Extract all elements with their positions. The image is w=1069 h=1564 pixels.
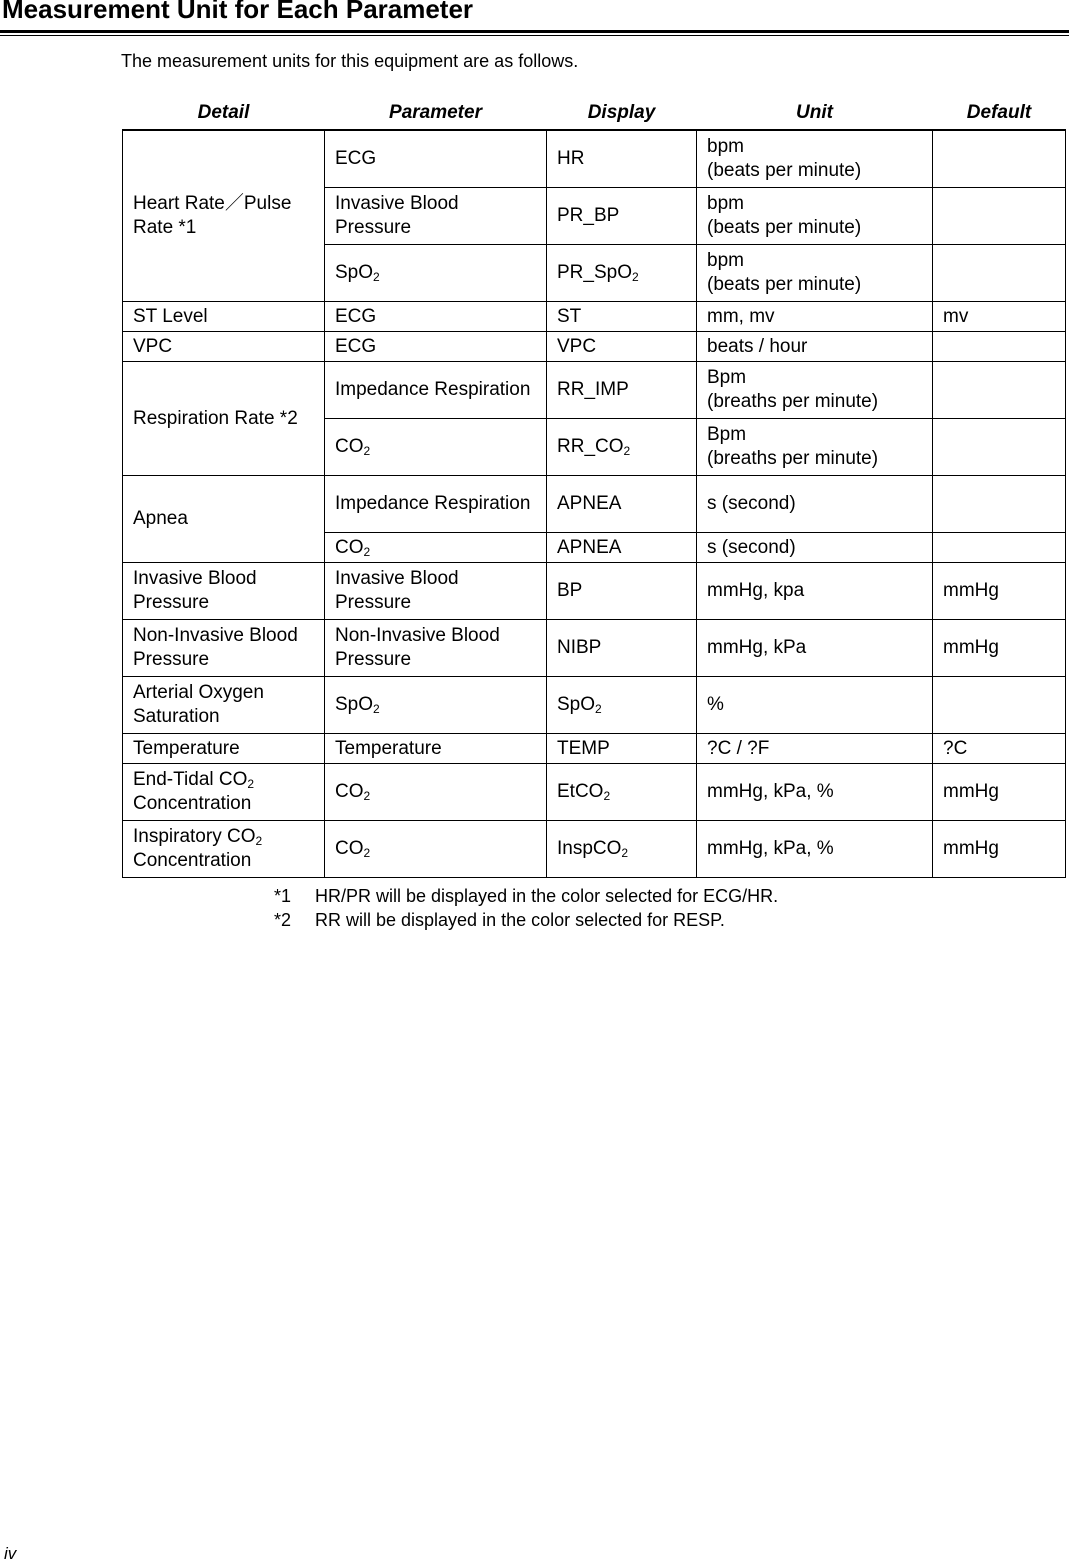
parameter-text: SpO xyxy=(335,694,374,715)
table-row xyxy=(123,677,1066,734)
parameter-cell: Impedance Respiration xyxy=(325,362,547,419)
default-cell xyxy=(933,188,1066,245)
unit-cell: s (second) xyxy=(697,476,933,533)
footnotes xyxy=(274,884,778,932)
parameter-text: SpO xyxy=(335,262,374,283)
display-cell: PR_BP xyxy=(547,188,697,245)
display-cell: APNEA xyxy=(547,533,697,563)
detail-cell: Respiration Rate *2 xyxy=(123,362,325,476)
unit-cell: mmHg, kPa xyxy=(697,620,933,677)
footnote-text: HR/PR will be displayed in the color selected for ECG/HR. xyxy=(315,886,779,906)
footnote-mark: *2 xyxy=(274,910,292,930)
units-table xyxy=(122,97,1066,878)
detail-cell: Arterial Oxygen Saturation xyxy=(123,677,325,734)
parameter-subscript: 2 xyxy=(373,702,380,716)
unit-cell: mmHg, kPa, % xyxy=(697,764,933,821)
display-cell: BP xyxy=(547,563,697,620)
parameter-cell: Invasive Blood Pressure xyxy=(325,563,547,620)
display-subscript: 2 xyxy=(631,270,639,284)
detail-subscript: 2 xyxy=(247,777,255,791)
table-row xyxy=(123,332,1066,362)
default-cell xyxy=(933,476,1066,533)
default-cell xyxy=(933,362,1066,419)
display-cell xyxy=(547,419,697,476)
unit-text: bpm xyxy=(707,193,744,214)
unit-text: bpm xyxy=(707,136,744,157)
default-cell xyxy=(933,533,1066,563)
intro-text: The measurement units for this equipment are as follows. xyxy=(121,51,579,71)
unit-text: Bpm xyxy=(707,367,747,388)
display-cell: APNEA xyxy=(547,476,697,533)
display-text: InspCO xyxy=(557,838,622,859)
table-row xyxy=(123,302,1066,332)
parameter-text: CO xyxy=(335,436,364,457)
default-cell: mmHg xyxy=(933,620,1066,677)
detail-cell: Non-Invasive Blood Pressure xyxy=(123,620,325,677)
display-cell xyxy=(547,764,697,821)
detail-cell: Apnea xyxy=(123,476,325,563)
unit-cell: % xyxy=(697,677,933,734)
title-rule-thin xyxy=(0,35,1069,36)
parameter-text: CO xyxy=(335,536,364,558)
unit-cell: s (second) xyxy=(697,533,933,563)
table-row xyxy=(123,620,1066,677)
parameter-cell xyxy=(325,245,547,302)
title-rule xyxy=(0,30,1069,33)
unit-cell xyxy=(697,188,933,245)
display-cell: VPC xyxy=(547,332,697,362)
unit-cell: mmHg, kPa, % xyxy=(697,821,933,878)
parameter-cell xyxy=(325,764,547,821)
parameter-cell: Temperature xyxy=(325,734,547,764)
detail-cell xyxy=(123,764,325,821)
default-cell: mmHg xyxy=(933,563,1066,620)
display-text: SpO xyxy=(557,694,596,715)
detail-text-rest: Concentration xyxy=(133,793,252,814)
display-cell: HR xyxy=(547,130,697,188)
parameter-cell xyxy=(325,677,547,734)
table-row xyxy=(123,821,1066,878)
parameter-subscript: 2 xyxy=(363,846,371,860)
parameter-cell: ECG xyxy=(325,332,547,362)
display-text: RR_CO xyxy=(557,436,624,457)
default-cell: mmHg xyxy=(933,821,1066,878)
page-title: Measurement Unit for Each Parameter xyxy=(2,0,474,24)
display-text: EtCO xyxy=(557,781,604,802)
default-cell xyxy=(933,245,1066,302)
display-subscript: 2 xyxy=(623,444,631,458)
display-cell: TEMP xyxy=(547,734,697,764)
detail-cell xyxy=(123,130,325,302)
unit-note: (beats per minute) xyxy=(707,217,862,238)
parameter-subscript: 2 xyxy=(363,544,371,559)
display-cell xyxy=(547,821,697,878)
detail-text: Inspiratory CO xyxy=(133,826,256,847)
table-row xyxy=(123,563,1066,620)
parameter-cell: Non-Invasive Blood Pressure xyxy=(325,620,547,677)
header-unit: Unit xyxy=(697,97,933,130)
default-cell xyxy=(933,419,1066,476)
unit-cell: beats / hour xyxy=(697,332,933,362)
default-cell xyxy=(933,332,1066,362)
detail-text: End-Tidal CO xyxy=(133,769,248,790)
display-subscript: 2 xyxy=(621,846,629,860)
unit-note: (breaths per minute) xyxy=(707,448,879,469)
default-cell xyxy=(933,677,1066,734)
default-cell: mv xyxy=(933,302,1066,332)
table-row xyxy=(123,764,1066,821)
parameter-cell: Invasive Blood Pressure xyxy=(325,188,547,245)
parameter-text: CO xyxy=(335,838,364,859)
default-cell: ?C xyxy=(933,734,1066,764)
display-cell: RR_IMP xyxy=(547,362,697,419)
table-row xyxy=(123,130,1066,188)
footnote-1 xyxy=(274,884,778,908)
display-cell xyxy=(547,677,697,734)
table-row xyxy=(123,734,1066,764)
unit-cell xyxy=(697,130,933,188)
detail-cell xyxy=(123,821,325,878)
parameter-cell xyxy=(325,821,547,878)
detail-cell: ST Level xyxy=(123,302,325,332)
unit-note: (beats per minute) xyxy=(707,160,862,181)
unit-cell xyxy=(697,362,933,419)
detail-text-rest: Concentration xyxy=(133,850,252,871)
header-display: Display xyxy=(547,97,697,130)
footnote-mark: *1 xyxy=(274,886,292,906)
footnote-text: RR will be displayed in the color selected for RESP. xyxy=(315,910,725,930)
display-cell xyxy=(547,245,697,302)
display-text: PR_SpO xyxy=(557,262,632,283)
header-detail: Detail xyxy=(123,97,325,130)
unit-cell: ?C / ?F xyxy=(697,734,933,764)
parameter-cell: ECG xyxy=(325,130,547,188)
parameter-cell: Impedance Respiration xyxy=(325,476,547,533)
detail-cell: Temperature xyxy=(123,734,325,764)
footnote-2 xyxy=(274,908,778,932)
unit-text: Bpm xyxy=(707,424,747,445)
parameter-subscript: 2 xyxy=(363,444,371,458)
unit-cell: mm, mv xyxy=(697,302,933,332)
detail-cell: VPC xyxy=(123,332,325,362)
detail-text: Heart Rate／Pulse Rate *1 xyxy=(133,193,292,238)
unit-note: (breaths per minute) xyxy=(707,391,879,412)
parameter-cell: ECG xyxy=(325,302,547,332)
display-cell: NIBP xyxy=(547,620,697,677)
header-parameter: Parameter xyxy=(325,97,547,130)
parameter-text: CO xyxy=(335,781,364,802)
table-row xyxy=(123,362,1066,419)
unit-cell xyxy=(697,245,933,302)
unit-note: (beats per minute) xyxy=(707,274,862,295)
unit-cell: mmHg, kpa xyxy=(697,563,933,620)
display-subscript: 2 xyxy=(595,702,602,716)
default-cell: mmHg xyxy=(933,764,1066,821)
parameter-subscript: 2 xyxy=(363,789,371,803)
parameter-cell xyxy=(325,533,547,563)
detail-subscript: 2 xyxy=(255,834,263,848)
unit-text: bpm xyxy=(707,250,744,271)
parameter-cell xyxy=(325,419,547,476)
header-row xyxy=(123,97,1066,130)
parameter-subscript: 2 xyxy=(373,270,380,284)
display-subscript: 2 xyxy=(603,789,611,803)
default-cell xyxy=(933,130,1066,188)
table-row xyxy=(123,476,1066,533)
page-number: iv xyxy=(4,1544,17,1563)
unit-cell xyxy=(697,419,933,476)
header-default: Default xyxy=(933,97,1066,130)
detail-cell: Invasive Blood Pressure xyxy=(123,563,325,620)
display-cell: ST xyxy=(547,302,697,332)
